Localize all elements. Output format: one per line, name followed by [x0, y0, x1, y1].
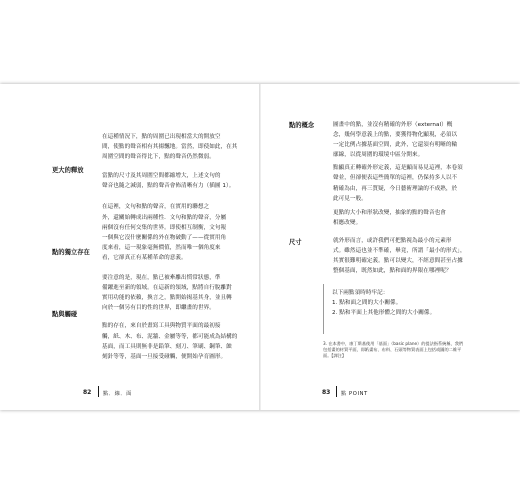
- paragraph: [102, 171, 237, 191]
- text-line: 在這裡，文句和點的聲音，在實用的聯想之: [102, 204, 210, 211]
- text-line: 觸，紙、木、布、泥牆、金屬等等，都可能成為結構的: [102, 333, 238, 340]
- right-page: [261, 84, 520, 410]
- sidenote-concept: 點的概念: [289, 122, 315, 129]
- text-line: 念，幾何學意義上的點，要獲得物化顯現，必須以: [333, 132, 458, 139]
- text-line: 點顯真正轉確外形定義，這是顯而易見這裡，本卷須: [333, 165, 463, 172]
- text-line: 其實很難明確定義。點可以變大，不經意間甚至占據: [333, 258, 463, 265]
- sidenote-size: 尺寸: [289, 239, 302, 246]
- page-number: 82: [83, 389, 92, 396]
- folio-divider: [336, 386, 337, 397]
- text-line: 刻針等等，基面一旦接受碰觸，便開始孕育圖形。: [102, 353, 227, 360]
- text-line: 圖畫中的點，並沒有精確的外形（external）概: [333, 122, 453, 128]
- text-line: 聲音也隨之減弱，點的聲音會佈清晰有力（插圖 1）。: [102, 183, 235, 190]
- sidenote-larger-release: 更大的釋放: [52, 167, 84, 174]
- paragraph: [102, 132, 237, 162]
- text-line: 看，它卻真正有某種革命的意義。: [102, 254, 187, 261]
- paragraph: [333, 163, 466, 203]
- text-line: 兩個沒有任何交集的世界。即使相互制衡，文句報: [102, 224, 227, 231]
- paragraph: [333, 208, 466, 228]
- text-line: 間，使點的聲音相有其揚飄地。當然，即使如此，在其: [102, 144, 238, 151]
- folio-divider: [98, 386, 99, 397]
- footnote-line: 包括畫的材質平面，即紙畫布、布料、石頭等物質表面上包括或圖的二維平: [323, 347, 462, 353]
- text-line: 一個與它沒什麼關係的外在物破動了——從實用角: [102, 234, 227, 241]
- sidenote-independence: 點的獨立存在: [52, 249, 90, 256]
- reminder-box: [323, 284, 436, 334]
- running-title: 點．線．面: [103, 391, 132, 397]
- reminder-item: 1. 點和面之間的大小關係。: [332, 300, 402, 307]
- paragraph: [102, 273, 237, 313]
- footnote-line: 面。【譯注】: [323, 353, 347, 359]
- reminder-text: [332, 288, 435, 318]
- text-line: 一定比例占據基面空間，此外，它還須有明晰的輪: [333, 142, 458, 149]
- footnote-line: 3. 在本書中，康丁斯基使用「基面」（basic plane）的提法指系統稱，我們: [323, 341, 464, 346]
- paragraph: [333, 120, 466, 160]
- text-line: 備躍進至新的領域。在這新的領域，點將自行脫離對: [102, 285, 232, 292]
- text-line: 點的存在，來自於畫寫工具與物質平面的最初接: [102, 323, 221, 330]
- text-line: 就外形而言，或許我們可把點視為最小的元素形: [333, 237, 452, 244]
- body-right: [333, 120, 466, 276]
- text-line: 度來看，這一現象毫無價值，然而唯一個角度來: [102, 244, 221, 251]
- running-title: 點 POINT: [341, 391, 368, 397]
- text-line: 整個基面，既然如此，點和面的界限在哪裡呢？: [333, 268, 452, 275]
- text-line: 基面，而工具則無非是鉛筆、刻刀、筆刷、鋼筆、蝕: [102, 343, 232, 350]
- text-line: 實用功能的依賴，換言之，點開始揭基其身，並且轉: [102, 295, 232, 302]
- text-line: 當點的尺寸及其周圍空間都縮增大，上述文句的: [102, 173, 221, 180]
- text-line: 式。雖然這也並不準確，畢竟，所謂「最小的形式」，: [333, 248, 466, 255]
- text-line: 精確為由，再三質疑，今日藝術理論的不成熟，於: [333, 185, 458, 192]
- text-line: 此可見一般。: [333, 195, 367, 202]
- left-page: [0, 84, 259, 410]
- paragraph: [333, 236, 466, 276]
- text-line: 要注意的是，現在，點已被牽離出慣常狀態，準: [102, 275, 221, 282]
- sidenote-contact: 點與觸碰: [52, 311, 78, 318]
- footnote: [323, 341, 463, 360]
- paragraph: [102, 321, 237, 361]
- text-line: 相應改變。: [333, 219, 362, 226]
- text-line: 聲並，但卻便表這些簡單的這裡，仍保持多人以不: [333, 175, 458, 182]
- text-line: 廓線，以從周圍的環境中區分開來。: [333, 152, 424, 159]
- text-line: 周圍空間的聲音得比下，點的聲音仍然微弱。: [102, 154, 215, 161]
- text-line: 更點的大小和形狀改變，抽象的點的聲音也會: [333, 209, 446, 216]
- text-line: 向於一個另有目的性的世界，即繼畫的世界。: [102, 305, 215, 312]
- page-number: 83: [322, 389, 331, 396]
- body-left: [102, 132, 237, 362]
- reminder-intro: 以下兩點須時時牢記：: [332, 290, 389, 296]
- text-line: 外，還關始轉成出兩種性．文句和點的聲音，分屬: [102, 214, 227, 221]
- paragraph: [102, 202, 237, 263]
- text-line: 在這種情況下，點的周圍已出現相當大的開放空: [102, 134, 221, 140]
- reminder-item: 2. 點和平面上其他形體之間的大小關係。: [332, 310, 436, 317]
